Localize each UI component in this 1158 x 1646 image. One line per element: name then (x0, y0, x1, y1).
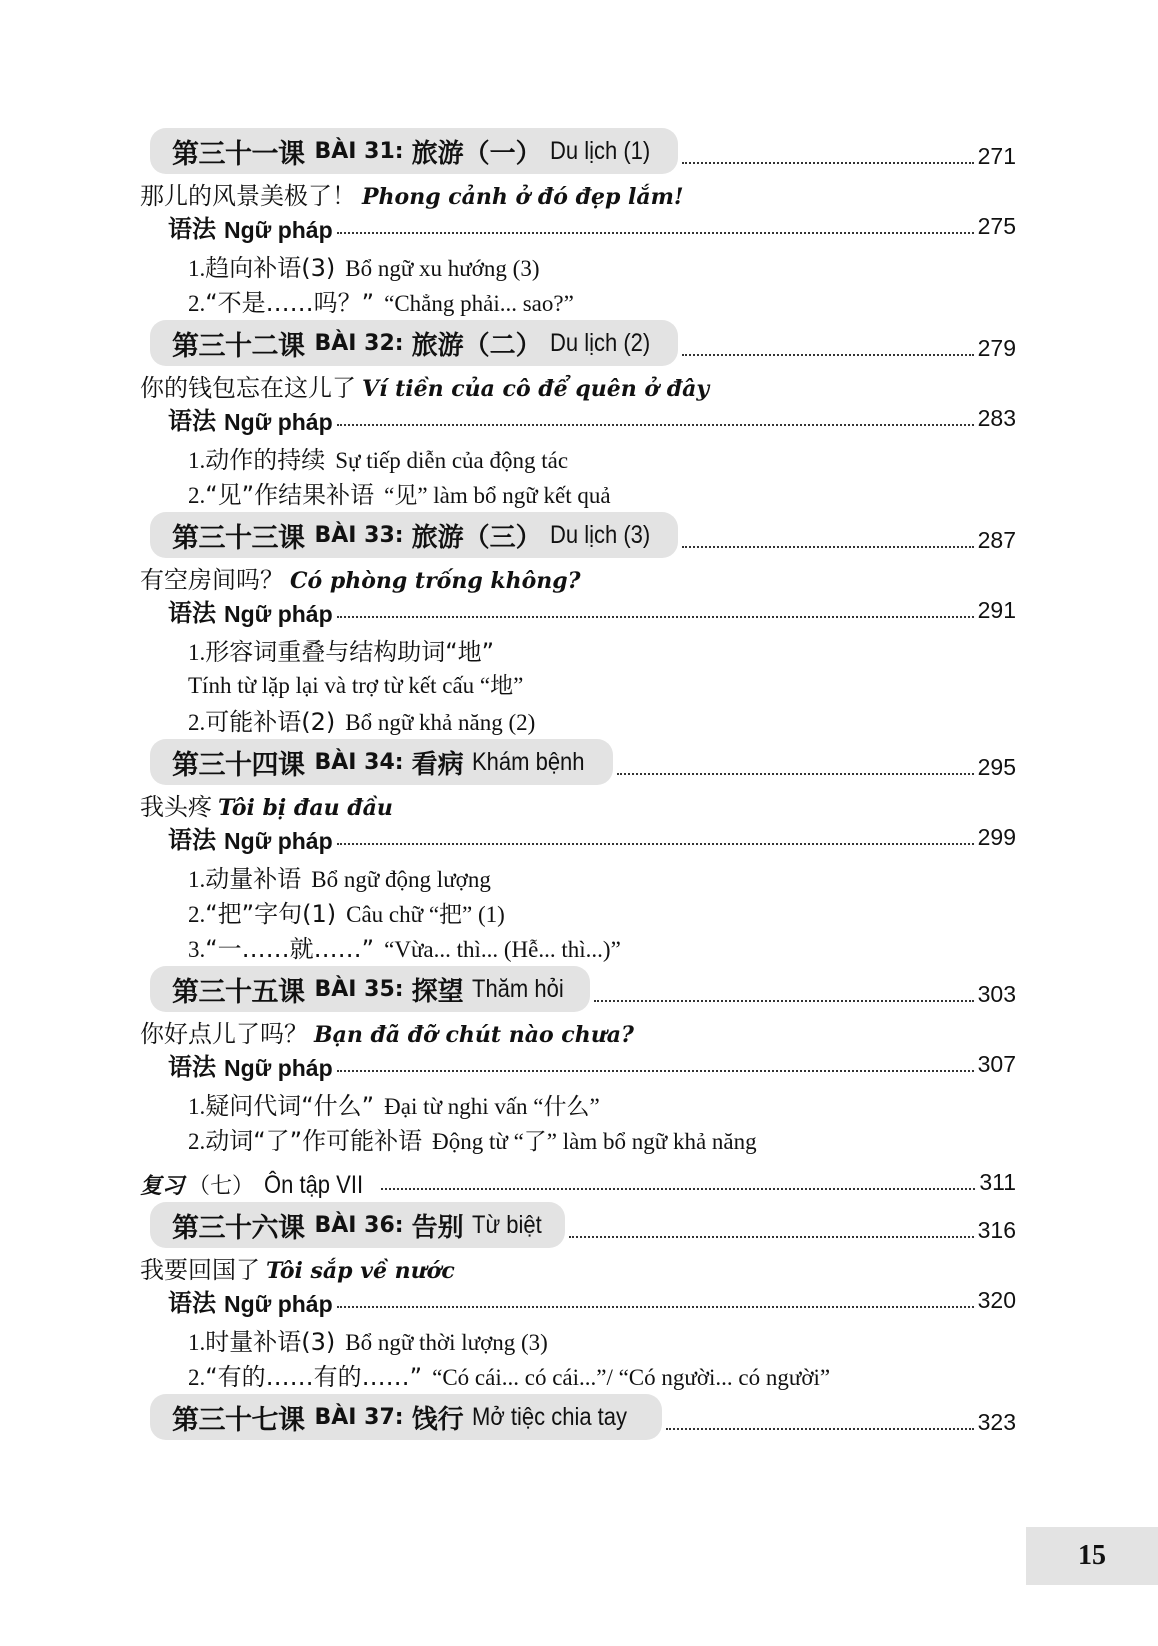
page-number: 15 (1026, 1527, 1158, 1585)
page-ref: 283 (977, 405, 1016, 431)
lesson-bai: BÀI 34: (314, 749, 404, 775)
lesson-35-grammar-row[interactable] (168, 1048, 1016, 1082)
grammar-label-vi: Ngữ pháp (224, 409, 333, 435)
grammar-item: 1.疑问代词“什么” Đại từ nghi vấn “什么” (188, 1092, 600, 1120)
subtitle-cn: 我要回国了 (140, 1256, 260, 1284)
grammar-label-vi: Ngữ pháp (224, 1055, 333, 1081)
lesson-35-header (150, 966, 590, 1012)
subtitle-vi: Phong cảnh ở đó đẹp lắm! (362, 184, 684, 210)
lesson-number: 第三十三课 (172, 522, 305, 554)
lesson-topic-vi: Du lịch (3) (549, 520, 650, 549)
grammar-item: 1.动量补语 Bổ ngữ động lượng (188, 865, 491, 893)
lesson-number: 第三十七课 (172, 1404, 305, 1436)
lesson-32-subtitle (140, 368, 709, 403)
lesson-31-row[interactable] (150, 128, 1016, 174)
lesson-number: 第三十二课 (172, 330, 305, 362)
leader-dots (337, 615, 974, 618)
subtitle-vi: Ví tiền của cô để quên ở đây (362, 376, 710, 402)
subtitle-cn: 有空房间吗？ (140, 566, 284, 594)
page-ref: 307 (977, 1051, 1016, 1077)
lesson-number: 第三十六课 (172, 1212, 305, 1244)
subtitle-cn: 你好点儿了吗？ (140, 1020, 308, 1048)
grammar-label-vi: Ngữ pháp (224, 828, 333, 854)
subtitle-cn: 我头疼 (140, 793, 212, 821)
lesson-34-row[interactable] (150, 739, 1016, 785)
grammar-label-cn: 语法 (168, 215, 216, 243)
page-ref: 271 (977, 143, 1016, 169)
grammar-label-cn: 语法 (168, 1289, 216, 1317)
grammar-item: 2.可能补语(2) Bổ ngữ khả năng (2) (188, 708, 536, 736)
lesson-32-grammar-row[interactable] (168, 402, 1016, 436)
page-ref: 275 (977, 213, 1016, 239)
lesson-topic-vi: Khám bệnh (471, 747, 585, 776)
subtitle-cn: 那儿的风景美极了！ (140, 182, 356, 210)
grammar-item: 1.动作的持续 Sự tiếp diễn của động tác (188, 446, 569, 474)
lesson-35-subtitle (140, 1014, 634, 1049)
subtitle-vi: Tôi bị đau đầu (218, 795, 393, 821)
page-ref: 295 (977, 754, 1016, 780)
lesson-33-grammar-row[interactable] (168, 594, 1016, 628)
lesson-topic-vi: Du lịch (2) (549, 328, 650, 357)
grammar-label-cn: 语法 (168, 599, 216, 627)
lesson-36-grammar-row[interactable] (168, 1284, 1016, 1318)
grammar-label-vi: Ngữ pháp (224, 217, 333, 243)
review-7-row[interactable] (140, 1160, 1016, 1200)
leader-dots (594, 999, 974, 1002)
lesson-number: 第三十五课 (172, 976, 305, 1008)
lesson-31-subtitle (140, 176, 684, 211)
grammar-item: Tính từ lặp lại và trợ từ kết cấu “地” (188, 673, 524, 698)
review-label-cn: 复习 (140, 1174, 185, 1199)
page-ref: 320 (977, 1287, 1016, 1313)
grammar-item: 2.“把”字句(1) Câu chữ “把” (1) (188, 900, 505, 928)
leader-dots (569, 1235, 974, 1238)
leader-dots (682, 545, 974, 548)
lesson-37-header (150, 1394, 662, 1440)
leader-dots (337, 1069, 974, 1072)
leader-dots (682, 353, 974, 356)
grammar-label-cn: 语法 (168, 826, 216, 854)
lesson-37-row[interactable] (150, 1394, 1016, 1440)
page-ref: 316 (977, 1217, 1016, 1243)
lesson-34-subtitle (140, 787, 393, 822)
lesson-topic-cn: 看病 (411, 749, 464, 780)
lesson-number: 第三十一课 (172, 138, 305, 170)
grammar-item: 3.“一……就……” “Vừa... thì... (Hễ... thì...)” (188, 935, 621, 963)
review-label-vi: Ôn tập VII (264, 1171, 364, 1199)
leader-dots (666, 1427, 974, 1430)
lesson-bai: BÀI 35: (314, 976, 404, 1002)
leader-dots (337, 1305, 974, 1308)
lesson-bai: BÀI 32: (314, 330, 404, 356)
lesson-33-header (150, 512, 678, 558)
leader-dots (337, 842, 974, 845)
grammar-item: 2.“有的……有的……” “Có cái... có cái...”/ “Có người... có người” (188, 1363, 831, 1391)
subtitle-vi: Tôi sắp về nước (266, 1258, 455, 1284)
page-ref: 291 (977, 597, 1016, 623)
lesson-topic-vi: Mở tiệc chia tay (471, 1402, 627, 1431)
grammar-item: 1.形容词重叠与结构助词“地” (188, 638, 495, 666)
page-ref: 311 (979, 1169, 1016, 1195)
lesson-34-grammar-row[interactable] (168, 821, 1016, 855)
page-ref: 303 (977, 981, 1016, 1007)
grammar-item: 1.趋向补语(3) Bổ ngữ xu hướng (3) (188, 254, 540, 282)
lesson-topic-cn: 饯行 (411, 1404, 464, 1435)
grammar-label-cn: 语法 (168, 407, 216, 435)
subtitle-cn: 你的钱包忘在这儿了 (140, 374, 356, 402)
review-number-cn: （七） (188, 1174, 255, 1199)
lesson-number: 第三十四课 (172, 749, 305, 781)
page-ref: 299 (977, 824, 1016, 850)
lesson-bai: BÀI 37: (314, 1404, 404, 1430)
lesson-topic-cn: 旅游（三） (411, 522, 542, 553)
lesson-topic-vi: Thăm hỏi (471, 974, 564, 1003)
grammar-label-vi: Ngữ pháp (224, 601, 333, 627)
lesson-topic-cn: 旅游（二） (411, 330, 542, 361)
lesson-topic-vi: Du lịch (1) (549, 136, 650, 165)
lesson-bai: BÀI 31: (314, 138, 404, 164)
lesson-bai: BÀI 33: (314, 522, 404, 548)
lesson-topic-cn: 旅游（一） (411, 138, 542, 169)
lesson-31-header (150, 128, 678, 174)
lesson-32-row[interactable] (150, 320, 1016, 366)
grammar-label-vi: Ngữ pháp (224, 1291, 333, 1317)
lesson-31-grammar-row[interactable] (168, 210, 1016, 244)
grammar-item: 2.“不是……吗？” “Chẳng phải... sao?” (188, 289, 574, 317)
leader-dots (337, 423, 974, 426)
lesson-36-header (150, 1202, 565, 1248)
leader-dots (617, 772, 973, 775)
grammar-item: 1.时量补语(3) Bổ ngữ thời lượng (3) (188, 1328, 548, 1356)
subtitle-vi: Có phòng trống không? (290, 568, 581, 594)
page-ref: 323 (977, 1409, 1016, 1435)
lesson-topic-vi: Từ biệt (471, 1210, 542, 1239)
lesson-topic-cn: 探望 (411, 976, 464, 1007)
page-ref: 279 (977, 335, 1016, 361)
lesson-34-header (150, 739, 613, 785)
grammar-item: 2.“见”作结果补语 “见” làm bổ ngữ kết quả (188, 481, 611, 509)
lesson-bai: BÀI 36: (314, 1212, 404, 1238)
lesson-36-row[interactable] (150, 1202, 1016, 1248)
lesson-35-row[interactable] (150, 966, 1016, 1012)
leader-dots (337, 231, 974, 234)
leader-dots (381, 1187, 976, 1190)
lesson-33-subtitle (140, 560, 581, 595)
page-ref: 287 (977, 527, 1016, 553)
lesson-32-header (150, 320, 678, 366)
grammar-label-cn: 语法 (168, 1053, 216, 1081)
subtitle-vi: Bạn đã đỡ chút nào chưa? (314, 1022, 634, 1048)
lesson-topic-cn: 告别 (411, 1212, 464, 1243)
lesson-33-row[interactable] (150, 512, 1016, 558)
grammar-item: 2.动词“了”作可能补语 Động từ “了” làm bổ ngữ khả năng (188, 1127, 757, 1155)
lesson-36-subtitle (140, 1250, 455, 1285)
leader-dots (682, 161, 974, 164)
